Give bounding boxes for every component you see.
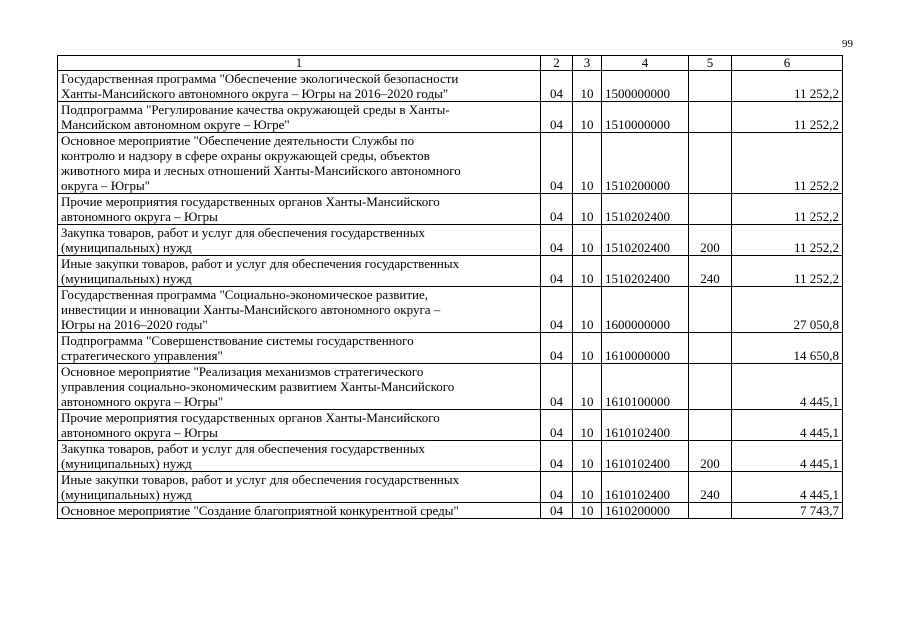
target-article-cell: 1610200000 [602,503,689,519]
row-name-line: Иные закупки товаров, работ и услуг для обеспечения государственных [61,256,460,271]
row-name-line: округа – Югры" [61,178,150,193]
amount-cell: 11 252,2 [732,225,843,256]
row-name-line: Прочие мероприятия государственных органов Ханты-Мансийского [61,410,440,425]
subsection-code-cell: 10 [573,410,602,441]
subsection-code-cell: 10 [573,256,602,287]
expense-type-cell: 240 [689,472,732,503]
table-row [58,333,843,364]
row-name-line: автономного округа – Югры" [61,394,224,409]
amount-cell: 4 445,1 [732,441,843,472]
subsection-code-cell: 10 [573,71,602,102]
section-code-cell: 04 [541,71,573,102]
amount-cell: 4 445,1 [732,472,843,503]
row-name-cell [58,441,541,472]
table-row [58,256,843,287]
target-article-cell: 1510000000 [602,102,689,133]
expense-type-cell [689,333,732,364]
row-name-line: Подпрограмма "Совершенствование системы государственного [61,333,414,348]
row-name-line: (муниципальных) нужд [61,240,192,255]
subsection-code-cell: 10 [573,102,602,133]
subsection-code-cell: 10 [573,194,602,225]
row-name-cell [58,256,541,287]
row-name-cell [58,71,541,102]
amount-cell: 4 445,1 [732,364,843,410]
table-row [58,287,843,333]
target-article-cell: 1600000000 [602,287,689,333]
expense-type-cell [689,71,732,102]
row-name-line: Закупка товаров, работ и услуг для обеспечения государственных [61,441,426,456]
table-body [58,71,843,519]
target-article-cell: 1610102400 [602,472,689,503]
row-name-line: Государственная программа "Социально-экономическое развитие, [61,287,429,302]
row-name-cell [58,287,541,333]
amount-cell: 11 252,2 [732,133,843,194]
table-row [58,472,843,503]
column-header-1: 1 [58,56,541,71]
section-code-cell: 04 [541,503,573,519]
row-name-line: Основное мероприятие "Реализация механизмов стратегического [61,364,424,379]
expense-type-cell: 240 [689,256,732,287]
page-number: 99 [842,38,853,50]
target-article-cell: 1510202400 [602,194,689,225]
section-code-cell: 04 [541,410,573,441]
table-row [58,225,843,256]
section-code-cell: 04 [541,364,573,410]
amount-cell: 11 252,2 [732,71,843,102]
subsection-code-cell: 10 [573,133,602,194]
row-name-line: Основное мероприятие "Обеспечение деятельности Службы по [61,133,415,148]
table-row [58,194,843,225]
row-name-cell [58,472,541,503]
column-header-6: 6 [732,56,843,71]
expense-type-cell [689,133,732,194]
row-name-cell [58,410,541,441]
subsection-code-cell: 10 [573,503,602,519]
expense-type-cell: 200 [689,441,732,472]
table-row [58,133,843,194]
expense-type-cell [689,410,732,441]
table-header-row [58,56,843,71]
section-code-cell: 04 [541,333,573,364]
row-name-line: Закупка товаров, работ и услуг для обеспечения государственных [61,225,426,240]
expense-type-cell [689,503,732,519]
section-code-cell: 04 [541,441,573,472]
row-name-line: Ханты-Мансийского автономного округа – Югры на 2016–2020 годы" [61,86,449,101]
column-header-2: 2 [541,56,573,71]
target-article-cell: 1510200000 [602,133,689,194]
target-article-cell: 1610000000 [602,333,689,364]
table-row [58,71,843,102]
target-article-cell: 1510202400 [602,256,689,287]
row-name-line: Иные закупки товаров, работ и услуг для обеспечения государственных [61,472,460,487]
table-row [58,503,843,519]
subsection-code-cell: 10 [573,441,602,472]
table-row [58,410,843,441]
budget-table [57,55,843,519]
row-name-line: управления социально-экономическим развитием Ханты-Мансийского [61,379,455,394]
amount-cell: 4 445,1 [732,410,843,441]
target-article-cell: 1510202400 [602,225,689,256]
section-code-cell: 04 [541,472,573,503]
section-code-cell: 04 [541,287,573,333]
column-header-4: 4 [602,56,689,71]
row-name-cell [58,225,541,256]
amount-cell: 11 252,2 [732,194,843,225]
row-name-cell [58,503,541,519]
section-code-cell: 04 [541,194,573,225]
expense-type-cell [689,194,732,225]
row-name-line: автономного округа – Югры [61,209,218,224]
row-name-line: (муниципальных) нужд [61,456,192,471]
row-name-line: Югры на 2016–2020 годы" [61,317,208,332]
row-name-line: (муниципальных) нужд [61,271,192,286]
section-code-cell: 04 [541,225,573,256]
row-name-line: Прочие мероприятия государственных органов Ханты-Мансийского [61,194,440,209]
target-article-cell: 1610102400 [602,410,689,441]
target-article-cell: 1500000000 [602,71,689,102]
amount-cell: 27 050,8 [732,287,843,333]
row-name-line: Государственная программа "Обеспечение экологической безопасности [61,71,459,86]
subsection-code-cell: 10 [573,333,602,364]
row-name-line: (муниципальных) нужд [61,487,192,502]
target-article-cell: 1610102400 [602,441,689,472]
table-row [58,102,843,133]
row-name-line: Подпрограмма "Регулирование качества окружающей среды в Ханты- [61,102,450,117]
row-name-line: стратегического управления" [61,348,223,363]
row-name-line: автономного округа – Югры [61,425,218,440]
section-code-cell: 04 [541,133,573,194]
amount-cell: 11 252,2 [732,256,843,287]
row-name-cell [58,333,541,364]
amount-cell: 7 743,7 [732,503,843,519]
expense-type-cell [689,102,732,133]
row-name-line: животного мира и лесных отношений Ханты-Мансийского автономного [61,163,461,178]
row-name-line: Мансийском автономном округе – Югре" [61,117,290,132]
section-code-cell: 04 [541,102,573,133]
subsection-code-cell: 10 [573,472,602,503]
amount-cell: 14 650,8 [732,333,843,364]
subsection-code-cell: 10 [573,225,602,256]
row-name-line: инвестиции и инновации Ханты-Мансийского автономного округа – [61,302,441,317]
subsection-code-cell: 10 [573,364,602,410]
amount-cell: 11 252,2 [732,102,843,133]
expense-type-cell [689,287,732,333]
expense-type-cell: 200 [689,225,732,256]
row-name-line: контролю и надзору в сфере охраны окружающей среды, объектов [61,148,430,163]
row-name-line: Основное мероприятие "Создание благоприятной конкурентной среды" [61,503,459,518]
row-name-cell [58,102,541,133]
subsection-code-cell: 10 [573,287,602,333]
table-row [58,441,843,472]
table-row [58,364,843,410]
expense-type-cell [689,364,732,410]
row-name-cell [58,364,541,410]
column-header-3: 3 [573,56,602,71]
target-article-cell: 1610100000 [602,364,689,410]
row-name-cell [58,194,541,225]
section-code-cell: 04 [541,256,573,287]
row-name-cell [58,133,541,194]
column-header-5: 5 [689,56,732,71]
